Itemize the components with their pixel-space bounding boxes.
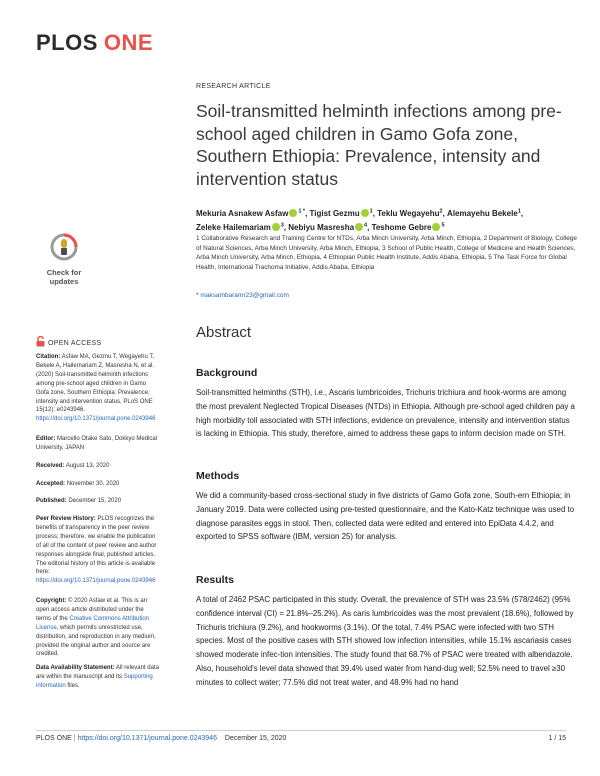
author-affil-sup: 1 <box>517 208 521 214</box>
peer-review-label: Peer Review History: <box>36 516 96 522</box>
results-text: A total of 2462 PSAC participated in this study. Overall, the prevalence of STH was 23.5% (578/2462) (95% confidence interval (CI) = 21.8%–25.2%). As caris lumbricoides was the most prevalent (18.6%), followed by Trichuris trichiura (9.2%), and hookworms (3.1%). Of the total, 7.4% PSAC were infected with two STH species. Most of the positive cases with STH showed low infection intensities, while 15.1% ascariasis cases showed moderate infec-tion intensities. The study found that 68.7% of PSAC were treated with albendazole. Also, household's level data showed that 39.4% used water from hand-dug well; 52.5% need to travel ≥30 minutes to collect water; 77.5% did not treat water, and 48.9% had no hand <box>196 595 574 687</box>
peer-review-block <box>36 515 160 586</box>
orcid-icon[interactable] <box>272 223 280 231</box>
editor-block <box>36 435 160 453</box>
editor-text: Marcello Otake Sato, Dokkyo Medical University, JAPAN <box>36 436 158 451</box>
data-availability-label: Data Availability Statement: <box>36 665 115 671</box>
open-lock-icon <box>36 336 45 347</box>
check-for-updates-badge[interactable] <box>38 233 90 291</box>
orcid-icon[interactable] <box>289 209 297 217</box>
citation-doi-link[interactable]: https://doi.org/10.1371/journal.pone.0243946 <box>36 416 156 423</box>
author-5[interactable]: Zeleke Hailemariam $^3$, <box>196 222 289 233</box>
received-label: Received: <box>36 463 65 469</box>
author-2[interactable]: Tigist Gezmu $^1$, <box>309 208 378 218</box>
plos-one-logo[interactable] <box>36 30 153 56</box>
abstract-heading: Abstract <box>196 324 252 341</box>
results-section <box>196 574 576 690</box>
footer-date: December 15, 2020 <box>224 735 287 742</box>
methods-text: We did a community-based cross-sectional study in five districts of Gamo Gofa zone, South-ern Ethiopia; in January 2019. Data were collected using pre-tested questionnaire, and the Kato-Katz technique was used to diagnose parasites eggs in stool. Then, collected data were edited and entered into EpiData 4.4.2, and exported to SPSS software (IBM, version 25) for analysis. <box>196 491 575 542</box>
peer-review-text: PLOS recognizes the benefits of transparency in the peer review process; therefore, we enable the publication of all of the content of peer review and author responses alongside final, published articles. The editorial history of this article is available here: <box>36 516 157 576</box>
published-date: December 15, 2020 <box>68 498 122 504</box>
methods-heading: Methods <box>196 470 240 482</box>
open-access-badge <box>36 336 101 347</box>
received-date: August 13, 2020 <box>65 463 110 469</box>
published-label: Published: <box>36 498 67 504</box>
check-updates-icon <box>50 233 78 261</box>
author-7[interactable] <box>372 223 445 232</box>
author-6[interactable]: Nebiyu Masresha $^4$, <box>288 222 372 233</box>
author-affil-sup: 3 <box>280 222 284 229</box>
copyright-text-1: © 2020 Asfaw et al. This is an open access article distributed under the terms of the <box>36 598 148 622</box>
peer-review-link[interactable]: https://doi.org/10.1371/journal.pone.0243946 <box>36 578 156 585</box>
copyright-block <box>36 597 160 659</box>
background-text: Soil-transmitted helminths (STH), i.e., Ascaris lumbricoides, Trichuris trichiura and hook-worms are among the most prevalent Neglected Tropical Diseases (NTDs) in Ethiopia. Although pre-school aged children pay a high morbidity toll associated with STH infections, evidence on prevalence, intensity and intervention status is lacking in Ethiopia. This study, therefore, aimed to address these gaps to inform decision made on STH. <box>196 388 575 439</box>
methods-section <box>196 470 576 544</box>
footer-divider <box>36 730 566 731</box>
logo-plos-text: PLOS <box>36 30 98 55</box>
background-heading: Background <box>196 367 258 379</box>
accepted-date: November 30, 2020 <box>66 481 120 487</box>
email-link[interactable]: maksambaramr23@gmail.com <box>200 292 289 299</box>
article-title: Soil-transmitted helminth infections among pre-school aged children in Gamo Gofa zone, Southern Ethiopia: Prevalence, intensity and intervention status <box>196 101 562 189</box>
author-affil-sup: 1 * <box>298 208 306 214</box>
author-name: Teshome Gebre <box>371 223 432 233</box>
affiliations-text: 1 Collaborative Research and Training Centre for NTDs, Arba Minch University, Arba Minch, Ethiopia, 2 Department of Biology, College of Natural Sciences, Arba Minch University, Arba Minch, Ethiopia, 3 School of Public Health, College of Medicine and Health Sciences, Arba Minch University, Arba Minch, Ethiopia, 4 Ethiopian Public Health Institute, Addis Ababa, Ethiopia, 5 The Task Force for Global Health, International Trachoma Initiative, Addis Ababa, Ethiopia <box>196 235 577 271</box>
correspondence-email[interactable] <box>196 292 289 299</box>
author-3[interactable]: Teklu Wegayehu$^2$, <box>377 208 448 218</box>
page-number: 1 / 15 <box>548 735 566 742</box>
author-name: Tigist Gezmu <box>309 208 360 218</box>
author-affil-sup: 2 <box>439 208 443 214</box>
open-access-label: OPEN ACCESS <box>48 340 102 347</box>
check-updates-line1: Check for <box>46 268 82 277</box>
editor-label: Editor: <box>36 436 56 442</box>
accepted-block <box>36 480 160 489</box>
copyright-label: Copyright: <box>36 598 67 604</box>
author-affil-sup: 1 <box>369 208 373 214</box>
orcid-icon[interactable] <box>432 223 440 231</box>
logo-one-text: ONE <box>103 30 154 55</box>
data-availability-text-1: All relevant data are within the manuscript and its <box>36 665 159 680</box>
citation-text: Asfaw MA, Gezmu T, Wegayehu T, Bekele A, Hailemariam Z, Masresha N, et al. (2020) Soil-transmitted helminth infections among pre-school aged children in Gamo Gofa zone, Southern Ethiopia: Prevalence, intensity and intervention status. PLoS ONE 15(12): e0243946. <box>36 354 155 414</box>
author-name: Zeleke Hailemariam <box>196 223 271 233</box>
footer-doi-link[interactable]: https://doi.org/10.1371/journal.pone.0243946 <box>77 735 217 742</box>
page-footer: PLOS ONE | https://doi.org/10.1371/journal.pone.0243946 December 15, 2020 <box>36 735 287 742</box>
background-section <box>196 367 576 441</box>
author-name: Teklu Wegayehu <box>377 208 440 218</box>
footer-journal: PLOS ONE <box>36 735 72 742</box>
data-availability-text-2: files. <box>67 682 80 689</box>
author-affil-sup: 4 <box>364 222 368 229</box>
published-block <box>36 497 160 506</box>
supporting-info-link[interactable]: Supporting information <box>36 673 153 689</box>
accepted-label: Accepted: <box>36 481 66 487</box>
article-type-label: RESEARCH ARTICLE <box>196 83 271 90</box>
author-name: Alemayehu Bekele <box>447 208 518 218</box>
data-availability-block <box>36 664 160 691</box>
copyright-text-2: , which permits unrestricted use, distribution, and reproduction in any medium, provided the original author and source are credited. <box>36 624 156 658</box>
received-block <box>36 462 160 471</box>
citation-block <box>36 353 160 424</box>
check-updates-line2: updates <box>49 277 79 286</box>
author-1[interactable]: Mekuria Asnakew Asfaw $^{1 *}$, <box>196 208 310 218</box>
orcid-icon[interactable] <box>355 223 363 231</box>
citation-label: Citation: <box>36 354 61 360</box>
affiliations <box>196 234 578 272</box>
author-name: Mekuria Asnakew Asfaw <box>196 208 289 218</box>
author-affil-sup: 5 <box>441 222 445 229</box>
author-list <box>196 205 576 234</box>
correspondence-marker: * <box>196 292 199 299</box>
orcid-icon[interactable] <box>361 209 369 217</box>
license-link[interactable]: Creative Commons Attribution License <box>36 615 150 631</box>
author-name: Nebiyu Masresha <box>288 223 355 233</box>
results-heading: Results <box>196 574 234 586</box>
author-4[interactable]: Alemayehu Bekele$^1$, <box>447 208 524 218</box>
